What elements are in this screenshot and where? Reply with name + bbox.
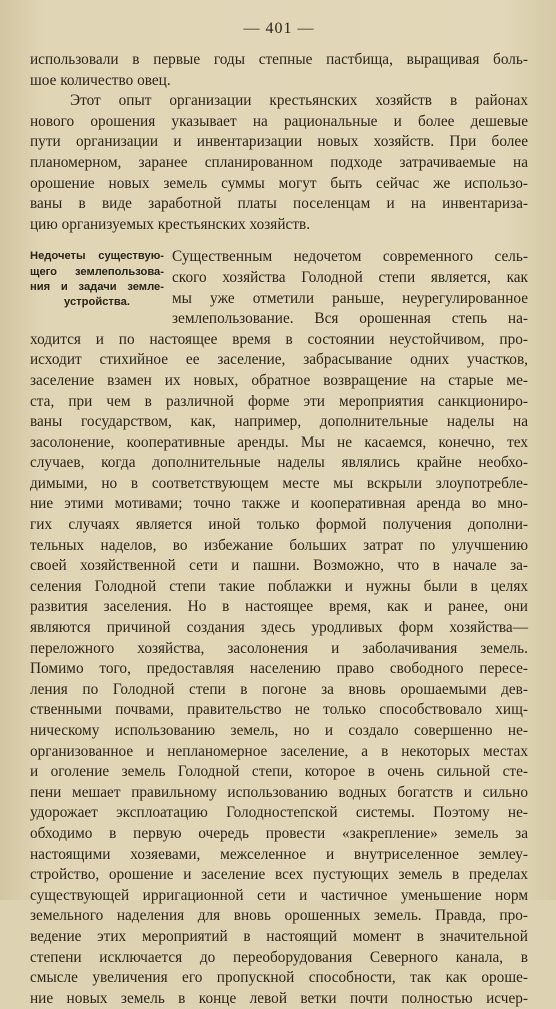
side-heading-line: щего землепользова- [30,265,164,278]
text-line: обходимо в первую очередь провести «закрепление» земель за [30,824,528,842]
text-line: удорожает эксплоатацию Голодностепской системы. Поэтому не- [30,804,528,822]
paragraph-main [30,247,528,1009]
text-line: нового орошения указывает на рациональные и более дешевые [30,112,528,130]
text-line: смысле увеличения его пропускной способности, так как ороше- [30,969,528,987]
text-line: тельных наделов, во избежание больших затрат по улучшению [30,536,528,554]
side-heading-line: устройства. [64,295,130,308]
text-line: развития заселения. Но в настоящее время, как и ранее, они [30,598,528,616]
text-line: ние этими мотивами; точно также и кооперативная аренда во мно- [30,495,528,513]
text-line: димыми, но в соответствующем месте мы вскрыли злоупотребле- [30,474,528,492]
text-line: ваны в виде заработной платы поселенцам и на инвентаризa- [30,195,528,213]
side-heading-line: Недочеты существую- [30,250,164,263]
text-line: пути организации и инвентаризации новых хозяйств. При более [30,133,528,151]
text-line: ваны государством, как, например, дополнительные наделы на [30,413,528,431]
text-line: ста, при чем в различной форме эти мероприятия санкциониро- [30,392,528,410]
text-line: своей хозяйственной сети и пашни. Возможно, что в начале за- [30,557,528,575]
text-line: ского хозяйства Голодной степи является, как [172,268,528,286]
text-line: Помимо того, предоставляя населению право свободного пересе- [30,660,528,678]
text-line: случаев, когда дополнительные наделы являлись крайне необхо- [30,454,528,472]
text-line: стройство, орошение и заселение всех пустующих земель в пределах [30,866,528,884]
page-number: — 401 — [243,20,315,37]
text-line: ления по Голодной степи в погоне за вновь орошаемыми дев- [30,680,528,698]
paragraph-experience [30,91,528,235]
text-line: планомерном, заранее спланированном подходе затрачиваемые на [30,153,528,171]
text-line: исходит стихийное ее заселение, забрасывание одних участков, [30,351,528,369]
text-line: ведение этих мероприятий в настоящий момент в значительной [30,927,528,945]
text-line: использовали в первые годы степные пастбища, выращивая боль- [30,51,528,68]
text-line: орошение новых земель суммы могут быть сейчас же использо- [30,174,528,192]
text-line: ние новых земель в конце левой ветки почти полностью исчер- [30,989,528,1007]
text-line: Этот опыт организации крестьянских хозяйств в районах [70,92,528,110]
text-line: существующей ирригационной сети и частичное уменьшение норм [30,886,528,904]
text-line: засолонение, кооперативные аренды. Мы не касаемся, конечно, тех [30,433,528,451]
text-line: селения Голодной степи такие поблажки и нужны были в целях [30,577,528,595]
text-line: являются причиной создания здесь уродливых форм хозяйства— [30,619,528,637]
text-line: переложного хозяйства, засолонения и заболачивания земель. [30,639,528,657]
text-line: ходится и по настоящее время в состоянии неустойчивом, про- [30,330,528,348]
intro-paragraph-end [30,50,528,91]
text-line: шое количество овец. [30,71,171,89]
text-line: землепользование. Вся орошенная степь на- [172,310,528,328]
text-line: ственными почвами, правительство не только способствовало хищ- [30,701,528,719]
text-line: Существенным недочетом современного сель- [172,248,528,266]
text-line: мы уже отметили раньше, неурегулированное [172,289,528,307]
text-line: цию организуемых крестьянских хозяйств. [30,215,311,233]
text-line: и оголение земель Голодной степи, которое в очень сильной сте- [30,763,528,781]
text-line: организованное и непланомерное заселение, а в некоторых местах [30,742,528,760]
text-line: гих случаях является иной только формой получения дополни- [30,516,528,534]
text-line: ническому использованию земель, но и создало совершенно не- [30,722,528,739]
side-heading-line: ния и задачи земле- [30,280,164,293]
text-line: настоящими хозяевами, межселенное и внутриселенное землеу- [30,845,528,863]
side-heading [30,249,164,310]
paragraph-gap [30,235,528,247]
text-line: земельного наделения для вновь орошенных земель. Правда, про- [30,907,528,925]
main-lines [30,330,528,1009]
text-line: заселение взамен их новых, обратное возвращение на старые ме- [30,371,528,389]
text-line: степени исключается до переоборудования Северного канала, в [30,948,528,966]
text-line: пени мешает правильному использованию водных богатств и сильно [30,783,528,801]
